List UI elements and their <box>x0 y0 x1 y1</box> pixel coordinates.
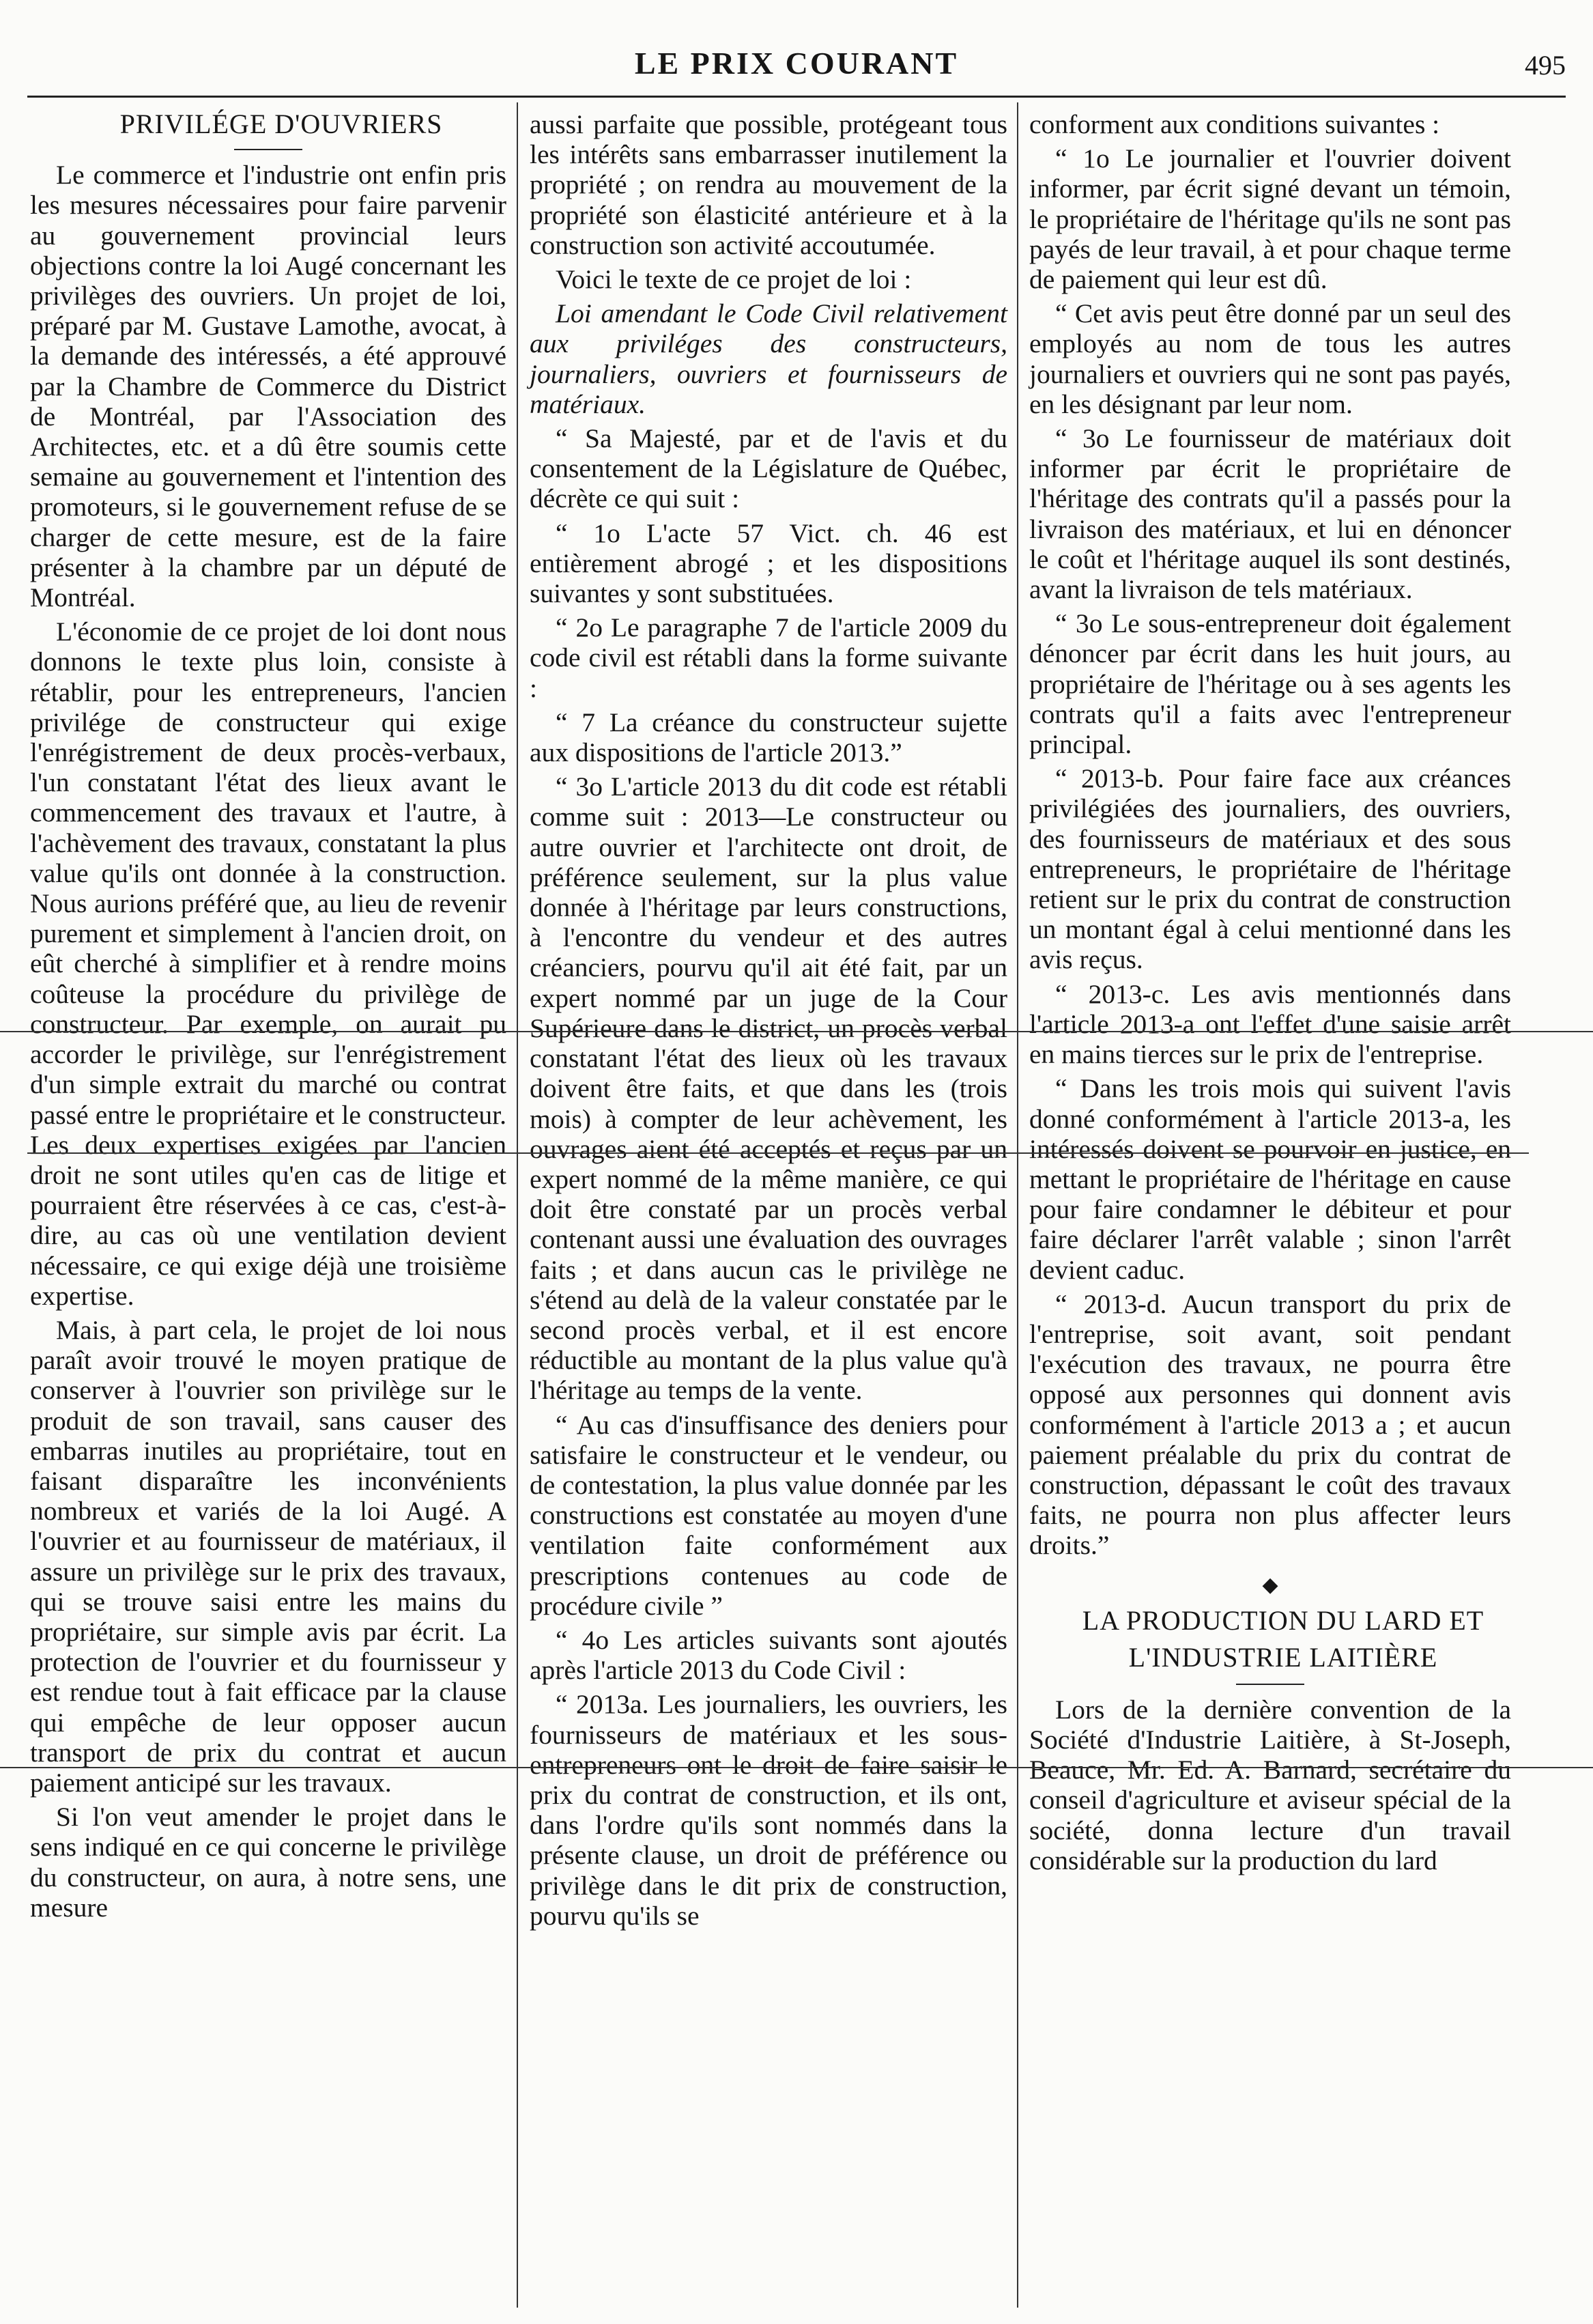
paragraph: “ Cet avis peut être donné par un seul des employés au nom de tous les autres journaliers et ouvriers qui ne sont pas payés, en les désignant par leur nom. <box>1029 298 1511 419</box>
paragraph: “ 2o Le paragraphe 7 de l'article 2009 du code civil est rétabli dans la forme suivante : <box>530 612 1007 703</box>
title-rule <box>234 149 302 150</box>
paragraph: Le commerce et l'industrie ont enfin pris les mesures nécessaires pour faire parvenir au gouvernement provincial leurs objections contre la loi Augé concernant les privilèges des ouvriers. Un projet de loi, préparé par M. Gustave Lamothe, avocat, à la demande des intéressés, a été approuvé par la Chambre de Commerce du District de Montréal, par l'Association des Architectes, etc. et a dû être soumis cette semaine au gouvernement et l'intention des promoteurs, si le gouvernement refuse de se charger de cette mesure, est de la faire présenter à la chambre par un député de Montréal. <box>30 160 506 613</box>
column-3 <box>1029 109 1511 1880</box>
paragraph: “ 4o Les articles suivants sont ajoutés après l'article 2013 du Code Civil : <box>530 1624 1007 1686</box>
publication-title: LE PRIX COURANT <box>634 46 959 81</box>
paragraph: “ Sa Majesté, par et de l'avis et du consentement de la Législature de Québec, décrète ce qui suit : <box>530 423 1007 514</box>
column-1 <box>30 109 506 1927</box>
paragraph: “ Au cas d'insuffisance des deniers pour satisfaire le constructeur et le vendeur, ou de contestation, la plus value donnée par les constructions est constatée au moyen d'une ventilation faite conformément aux prescriptions contenues au code de procédure civile ” <box>530 1409 1007 1621</box>
page-header <box>27 38 1566 86</box>
paragraph: conforment aux conditions suivantes : <box>1029 109 1440 139</box>
paragraph: aussi parfaite que possible, protégeant tous les intérêts sans embarrasser inutilement la propriété ; on rendra au mouvement de la propriété son élasticité antérieure et à la construction son activité accoutumée. <box>530 109 1007 260</box>
paragraph: “ 3o Le sous-entrepreneur doit également dénoncer par écrit dans les huit jours, au propriétaire de l'héritage ou à ses agents les contrats qu'il a faits avec l'entrepreneur principal. <box>1029 608 1511 760</box>
section-title: PRIVILÉGE D'OUVRIERS <box>119 109 443 139</box>
paragraph: “ 2013-c. Les avis mentionnés dans l'article 2013-a ont l'effet d'une saisie arrêt en mains tierces sur le prix de l'entreprise. <box>1029 978 1511 1070</box>
paragraph: “ Dans les trois mois qui suivent l'avis donné conformément à l'article 2013-a, les intéressés doivent se pourvoir en justice, en mettant le propriétaire de l'héritage en cause pour faire condamner le débiteur et pour faire déclarer l'arrêt valable ; sinon l'arrêt devient caduc. <box>1029 1073 1511 1285</box>
paragraph: Lors de la dernière convention de la Société d'Industrie Laitière, à St-Joseph, Beauce, Mr. Ed. A. Barnard, secrétaire du conseil d'agriculture et aviseur spécial de la société, donna lecture d'un travail considérable sur la production du lard <box>1029 1694 1511 1875</box>
scan-fold-line <box>0 1031 1593 1032</box>
paragraph: “ 2013-d. Aucun transport du prix de l'entreprise, soit avant, soit pendant l'exécution des travaux, ne pourra être opposé aux personnes qui donnent avis conformément à l'article 2013 a ; et aucun paiement préalable du prix du contrat de construction, dépassant le coût des travaux faits, ne pourra non plus affecter leurs droits.” <box>1029 1288 1511 1561</box>
paragraph: “ 2013-b. Pour faire face aux créances privilégiées des journaliers, des ouvriers, des fournisseurs de matériaux et des sous entrepreneurs, le propriétaire de l'héritage retient sur le prix du contrat de construction un montant égal à celui mentionné dans les avis reçus. <box>1029 763 1511 975</box>
header-rule <box>27 96 1566 98</box>
paragraph: Si l'on veut amender le projet dans le sens indiqué en ce qui concerne le privilège du constructeur, on aura, à notre sens, une mesure <box>30 1802 506 1923</box>
ornament-icon: ◆ <box>1262 1573 1278 1596</box>
scan-fold-line <box>0 1767 1593 1768</box>
paragraph: “ 3o Le fournisseur de matériaux doit informer par écrit le propriétaire de l'héritage des contrats qu'il a passés pour la livraison des matériaux, et lui en dénoncer le coût et l'héritage auquel ils sont destinés, avant la livraison de tels matériaux. <box>1029 423 1511 605</box>
paragraph: Mais, à part cela, le projet de loi nous paraît avoir trouvé le moyen pratique de conserver à l'ouvrier son privilège sur le produit de son travail, sans causer des embarras inutiles au propriétaire, tout en faisant disparaître les inconvénients nombreux et variés de la loi Augé. A l'ouvrier et au fournisseur de matériaux, il assure un privilège sur le prix des travaux, qui se trouve saisi entre les mains du propriétaire, sur simple avis par écrit. La protection de l'ouvrier et du fournisseur y est rendue tout à fait efficace par la clause qui empêche de leur opposer aucun transport de prix du contrat et aucun paiement anticipé sur les travaux. <box>30 1314 506 1798</box>
column-2 <box>530 109 1007 1935</box>
paragraph: L'économie de ce projet de loi dont nous donnons le texte plus loin, consiste à rétablir, pour les entrepreneurs, l'ancien privilége de constructeur qui exige l'enrégistrement de deux procès-verbaux, l'un constatant l'état des lieux avant le commencement des travaux et l'autre, à l'achèvement des travaux, constatant la plus value qu'ils ont donnée à la construction. Nous aurions préféré que, au lieu de revenir purement et simplement à l'ancien droit, on eût cherché à simplifier et à rendre moins coûteuse la procédure du privilège de constructeur. Par exemple, on aurait pu accorder le privilège, sur l'enrégistrement d'un simple extrait du marché ou contrat passé entre le propriétaire et le constructeur. Les deux expertises exigées par l'ancien droit ne sont utiles qu'en cas de litige et pourraient être réservées à ce cas, c'est-à-dire, au cas où une ventilation devient nécessaire, ce qui exige déjà une troisième expertise. <box>30 617 506 1311</box>
paragraph: “ 2013a. Les journaliers, les ouvriers, les fournisseurs de matériaux et les sous-entrepreneurs ont le droit de faire saisir le prix du contrat de construction, et ils ont, dans l'ordre qu'ils sont nommés dans la présente clause, un droit de préférence ou privilège dans le dit prix de construction, pourvu qu'ils se <box>530 1689 1007 1931</box>
paragraph: “ 7 La créance du constructeur sujette aux dispositions de l'article 2013.” <box>530 707 1007 768</box>
page-number: 495 <box>1525 50 1566 81</box>
column-divider-2 <box>1017 102 1018 2308</box>
paragraph: “ 1o L'acte 57 Vict. ch. 46 est entièrement abrogé ; et les dispositions suivantes y sont substituées. <box>530 518 1007 609</box>
section-title: L'INDUSTRIE LAITIÈRE <box>1128 1641 1438 1673</box>
title-rule <box>1236 1684 1304 1685</box>
scan-fold-line <box>27 1152 1529 1154</box>
law-title: Loi amendant le Code Civil relativement aux priviléges des constructeurs, journaliers, ouvriers et fournisseurs de matériaux. <box>530 298 1007 419</box>
paragraph: “ 3o L'article 2013 du dit code est rétabli comme suit : 2013—Le constructeur ou autre ouvrier et l'architecte ont droit, de préférence seulement, sur la plus value donnée à l'héritage par leurs constructions, à l'encontre du vendeur et des autres créanciers, pourvu qu'il ait été fait, par un expert nommé par un juge de la Cour Supérieure dans le district, un procès verbal constatant l'état des lieux où les travaux doivent être faits, et que dans les (trois mois) à compter de leur achèvement, les ouvrages aient été acceptés et reçus par un expert nommé de la même manière, ce qui doit être constaté par un procès verbal contenant aussi une évaluation des ouvrages faits ; et dans aucun cas le privilège ne s'étend au delà de la valeur constatée par le second procès verbal, et il est encore réductible au montant de la plus value qu'à l'héritage au temps de la vente. <box>530 771 1007 1406</box>
paragraph: “ 1o Le journalier et l'ouvrier doivent informer, par écrit signé devant un témoin, le propriétaire de l'héritage qu'ils ne sont pas payés de leur travail, à et pour chaque terme de paiement qui leur est dû. <box>1029 143 1511 295</box>
section-title: LA PRODUCTION DU LARD ET <box>1082 1604 1484 1636</box>
column-divider-1 <box>517 102 518 2308</box>
paragraph: Voici le texte de ce projet de loi : <box>556 264 912 295</box>
